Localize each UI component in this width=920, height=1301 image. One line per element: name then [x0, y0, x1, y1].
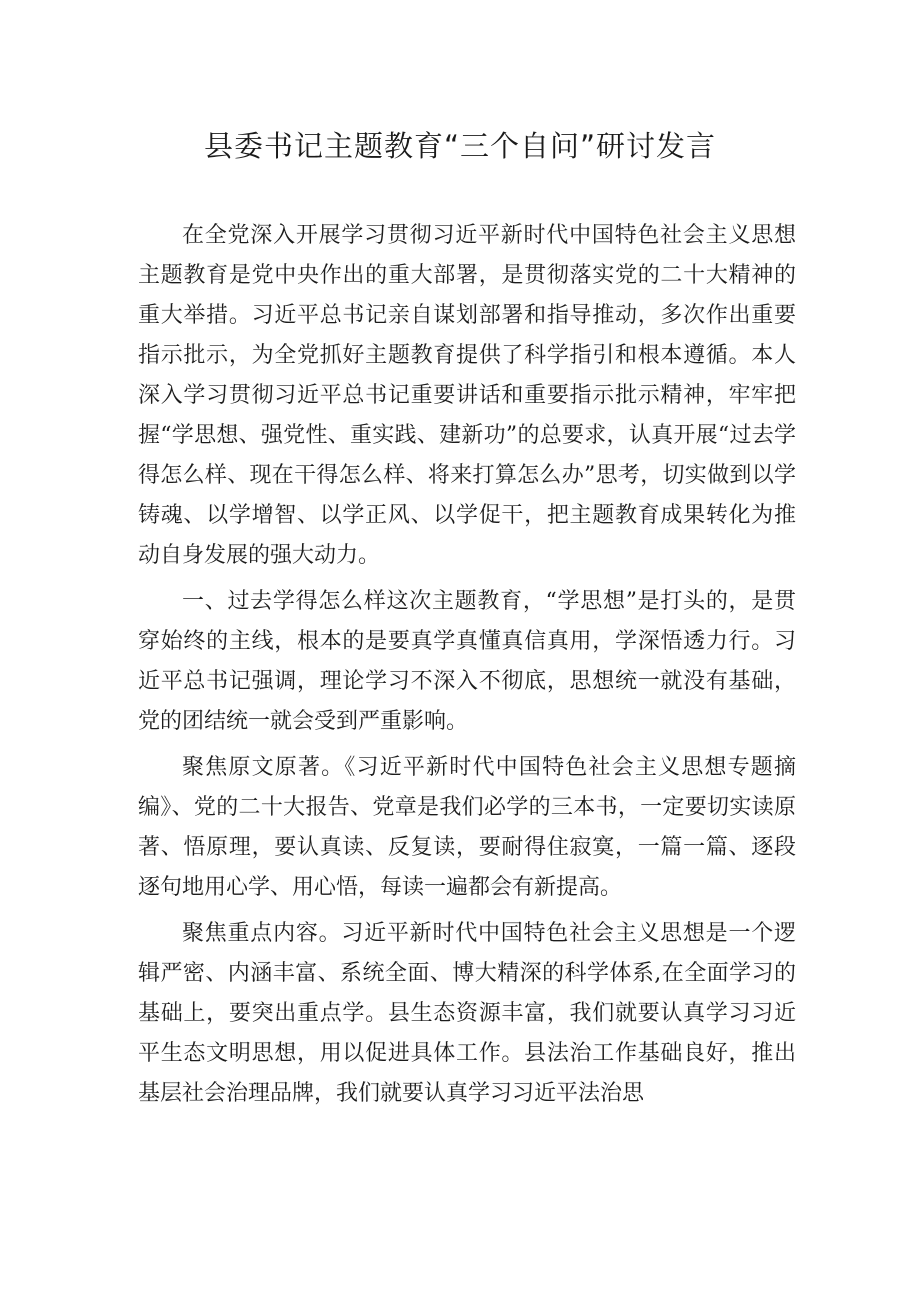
- paragraph-section-one: 一、过去学得怎么样这次主题教育，“学思想”是打头的，是贯穿始终的主线，根本的是要真学真懂真信真用，学深悟透力行。习近平总书记强调，理论学习不深入不彻底，思想统一就没有基础，党的团结统一就会受到严重影响。: [138, 589, 796, 734]
- document-title: 县委书记主题教育“三个自问”研讨发言: [203, 129, 717, 163]
- paragraph-key-content: 聚焦重点内容。习近平新时代中国特色社会主义思想是一个逻辑严密、内涵丰富、系统全面、博大精深的科学体系,在全面学习的基础上，要突出重点学。县生态资源丰富，我们就要认真学习习近平生态文明思想，用以促进具体工作。县法治工作基础良好，推出基层社会治理品牌，我们就要认真学习习近平法治思: [138, 921, 796, 1106]
- paragraph-original-works: 聚焦原文原著。《习近平新时代中国特色社会主义思想专题摘编》、党的二十大报告、党章是我们必学的三本书，一定要切实读原著、悟原理，要认真读、反复读，要耐得住寂寞，一篇一篇、逐段逐句地用心学、用心悟，每读一遍都会有新提高。: [138, 755, 796, 900]
- paragraph-intro: 在全党深入开展学习贯彻习近平新时代中国特色社会主义思想主题教育是党中央作出的重大部署，是贯彻落实党的二十大精神的重大举措。习近平总书记亲自谋划部署和指导推动，多次作出重要指示批示，为全党抓好主题教育提供了科学指引和根本遵循。本人深入学习贯彻习近平总书记重要讲话和重要指示批示精神，牢牢把握“学思想、强党性、重实践、建新功”的总要求，认真开展“过去学得怎么样、现在干得怎么样、将来打算怎么办”思考，切实做到以学铸魂、以学增智、以学正风、以学促干，把主题教育成果转化为推动自身发展的强大动力。: [138, 223, 796, 568]
- document-body: [138, 216, 796, 1120]
